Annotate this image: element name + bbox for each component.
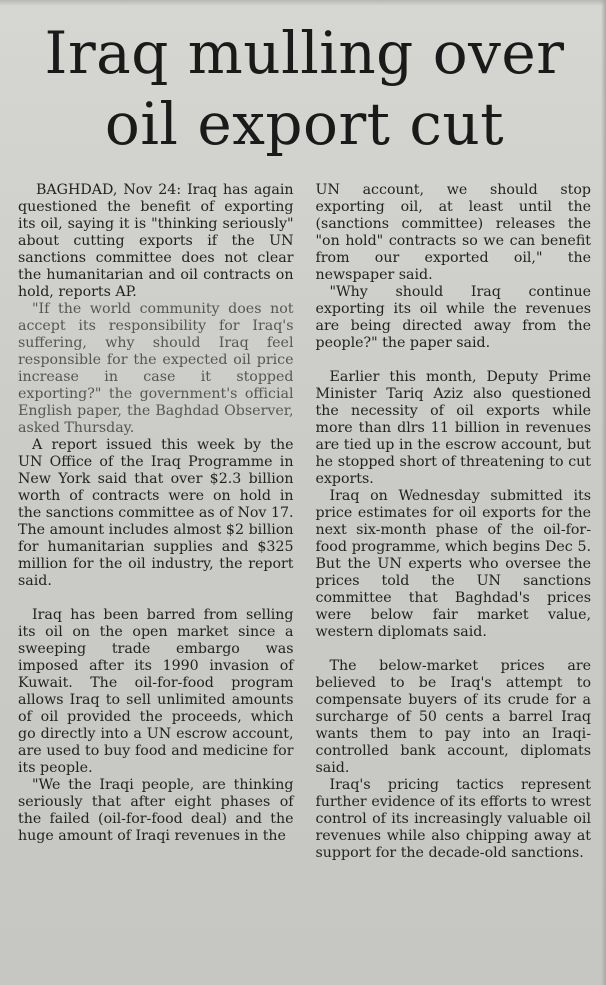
paragraph-un-report: A report issued this week by the UN Office of the Iraq Programme in New York said that over $2.3 billion worth of contracts were on hold in the sanctions committee as of Nov 17. The amount includes almost $2 billion for humanitarian supplies and $325 million for the oil industry, the report said. xyxy=(18,436,294,589)
paragraph-embargo: Iraq has been barred from selling its oil on the open market since a sweeping trade embargo was imposed after its 1990 invasion of Kuwait. The oil-for-food program allows Iraq to sell unlimited amounts of oil provided the proceeds, which go directly into a UN escrow account, are used to buy food and medicine for its people. xyxy=(18,606,294,776)
paper-right-edge xyxy=(601,0,606,985)
paragraph-below-market: The below-market prices are believed to be Iraq's attempt to compensate buyers of its crude for a surcharge of 50 cents a barrel Iraq wants them to pay into an Iraqi-controlled bank account, diplomats said. xyxy=(315,657,591,776)
paragraph-dateline: BAGHDAD, Nov 24: Iraq has again questioned the benefit of exporting its oil, saying it is "thinking seriously" about cutting exports if the UN sanctions committee does not clear the humanitarian and oil contracts on hold, reports AP. xyxy=(18,181,294,300)
paragraph-price-estimates: Iraq on Wednesday submitted its price estimates for oil exports for the next six-month phase of the oil-for-food programme, which begins Dec 5. But the UN experts who oversee the prices told the UN sanctions committee that Baghdad's prices were below fair market value, western diplomats said. xyxy=(315,487,591,640)
paragraph-pricing-tactics: Iraq's pricing tactics represent further evidence of its efforts to wrest control of its increasingly valuable oil revenues while also chipping away at support for the decade-old sanctions. xyxy=(315,776,591,861)
paragraph-un-account: UN account, we should stop exporting oil, at least until the (sanctions committee) releases the "on hold" contracts so we can benefit from our exported oil," the newspaper said. xyxy=(315,181,591,283)
headline xyxy=(18,18,591,160)
left-column xyxy=(18,182,294,962)
paragraph-tariq-aziz: Earlier this month, Deputy Prime Minister Tariq Aziz also questioned the necessity of oil exports while more than dlrs 11 billion in revenues are tied up in the escrow account, but he stopped short of threatening to cut exports. xyxy=(315,368,591,487)
paper-top-shadow xyxy=(0,0,606,6)
article-body xyxy=(18,182,591,962)
headline-line-2: oil export cut xyxy=(104,89,505,158)
headline-line-1: Iraq mulling over xyxy=(44,19,565,87)
paragraph-why-continue: "Why should Iraq continue exporting its oil while the revenues are being directed away from the people?" the paper said. xyxy=(315,283,591,351)
paragraph-quote-observer: "If the world community does not accept its responsibility for Iraq's suffering, why should Iraq feel responsible for the expected oil price increase in case it stopped exporting?" the government's official English paper, the Baghdad Observer, asked Thursday. xyxy=(18,300,294,436)
paragraph-iraqi-people: "We the Iraqi people, are thinking seriously that after eight phases of the failed (oil-for-food deal) and the huge amount of Iraqi revenues in the xyxy=(18,776,294,844)
right-column xyxy=(316,182,592,962)
